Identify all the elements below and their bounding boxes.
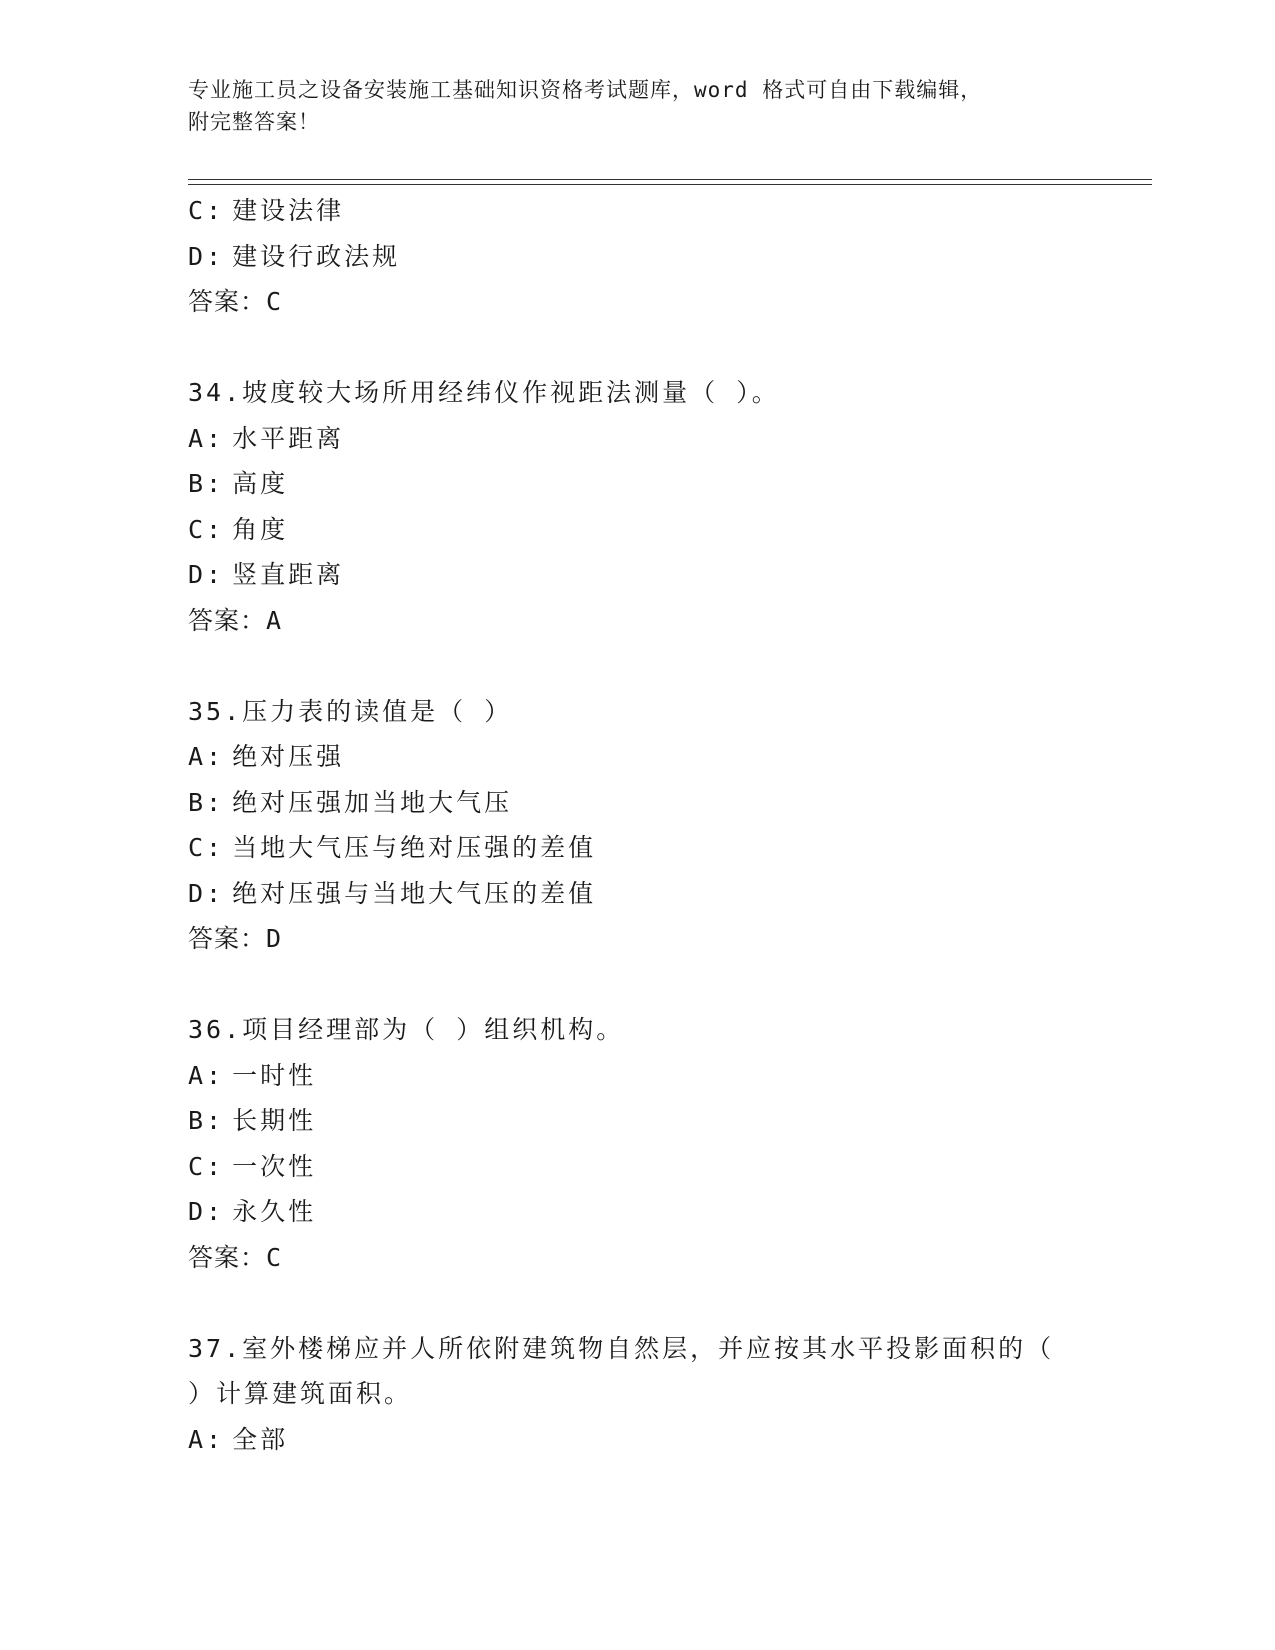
header-line-1: 专业施工员之设备安装施工基础知识资格考试题库，word 格式可自由下载编辑， — [188, 78, 983, 102]
option-letter: B: — [188, 787, 225, 817]
spacer — [188, 962, 1128, 1008]
option-letter: C: — [188, 514, 225, 544]
answer-row — [188, 598, 1128, 644]
option-letter: B: — [188, 1106, 225, 1135]
question-36 — [188, 1007, 1128, 1280]
question-stem: 34.坡度较大场所用经纬仪作视距法测量（ ）。 — [188, 378, 780, 407]
option-row — [188, 234, 1128, 280]
option-row — [188, 461, 1128, 507]
option-row — [188, 825, 1128, 871]
option-row — [188, 1053, 1128, 1099]
option-row — [188, 1144, 1128, 1190]
option-letter: A: — [188, 1060, 225, 1090]
option-row — [188, 1189, 1128, 1235]
option-text: 建设法律 — [232, 196, 345, 225]
option-row — [188, 507, 1128, 553]
option-letter: D: — [188, 241, 225, 271]
option-text: 竖直距离 — [232, 560, 345, 589]
spacer — [188, 325, 1128, 371]
answer-label: 答案： — [188, 1242, 267, 1272]
answer-value: A — [266, 605, 282, 635]
option-letter: D: — [188, 878, 225, 908]
answer-label: 答案： — [188, 287, 267, 316]
question-37 — [188, 1326, 1128, 1463]
question-stem: 35.压力表的读值是（ ） — [188, 696, 513, 726]
header-divider-top — [188, 179, 1152, 180]
answer-row — [188, 279, 1128, 325]
option-row — [188, 416, 1128, 462]
option-letter: D: — [188, 1197, 225, 1226]
question-list — [188, 188, 1128, 1462]
question-stem: 37.室外楼梯应并人所依附建筑物自然层，并应按其水平投影面积的（ — [188, 1333, 1055, 1363]
option-row — [188, 552, 1128, 598]
header-divider-bottom — [188, 184, 1152, 185]
option-text: 一时性 — [232, 1060, 317, 1090]
partial-question — [188, 188, 1128, 325]
option-text: 全部 — [232, 1424, 289, 1454]
option-letter: A: — [188, 742, 225, 771]
answer-value: C — [266, 1242, 282, 1272]
answer-label: 答案： — [188, 605, 267, 635]
option-row — [188, 734, 1128, 780]
option-text: 长期性 — [232, 1106, 317, 1135]
question-34 — [188, 370, 1128, 643]
option-text: 绝对压强与当地大气压的差值 — [232, 878, 597, 908]
question-stem-continued: ）计算建筑面积。 — [188, 1379, 413, 1408]
document-header — [188, 74, 1088, 138]
option-text: 高度 — [232, 469, 289, 498]
option-text: 绝对压强 — [232, 742, 345, 771]
option-letter: A: — [188, 1424, 225, 1454]
question-stem: 36.项目经理部为（ ）组织机构。 — [188, 1015, 625, 1044]
answer-value: C — [266, 287, 282, 316]
option-row — [188, 188, 1128, 234]
spacer — [188, 1280, 1128, 1326]
option-text: 绝对压强加当地大气压 — [232, 787, 513, 817]
option-text: 建设行政法规 — [232, 241, 401, 271]
option-text: 当地大气压与绝对压强的差值 — [232, 833, 597, 862]
option-row — [188, 1098, 1128, 1144]
option-letter: C: — [188, 1151, 225, 1181]
answer-label: 答案： — [188, 924, 267, 953]
option-row — [188, 871, 1128, 917]
spacer — [188, 643, 1128, 689]
answer-row — [188, 1235, 1128, 1281]
question-35 — [188, 689, 1128, 962]
option-text: 角度 — [232, 514, 289, 544]
option-letter: C: — [188, 196, 225, 225]
option-text: 永久性 — [232, 1197, 317, 1226]
option-text: 一次性 — [232, 1151, 317, 1181]
option-letter: D: — [188, 560, 225, 589]
option-text: 水平距离 — [232, 423, 345, 453]
answer-row — [188, 916, 1128, 962]
option-row — [188, 780, 1128, 826]
option-letter: C: — [188, 833, 225, 862]
option-letter: B: — [188, 469, 225, 498]
option-letter: A: — [188, 423, 225, 453]
option-row — [188, 1417, 1128, 1463]
answer-value: D — [266, 924, 282, 953]
header-line-2: 附完整答案！ — [188, 110, 320, 134]
